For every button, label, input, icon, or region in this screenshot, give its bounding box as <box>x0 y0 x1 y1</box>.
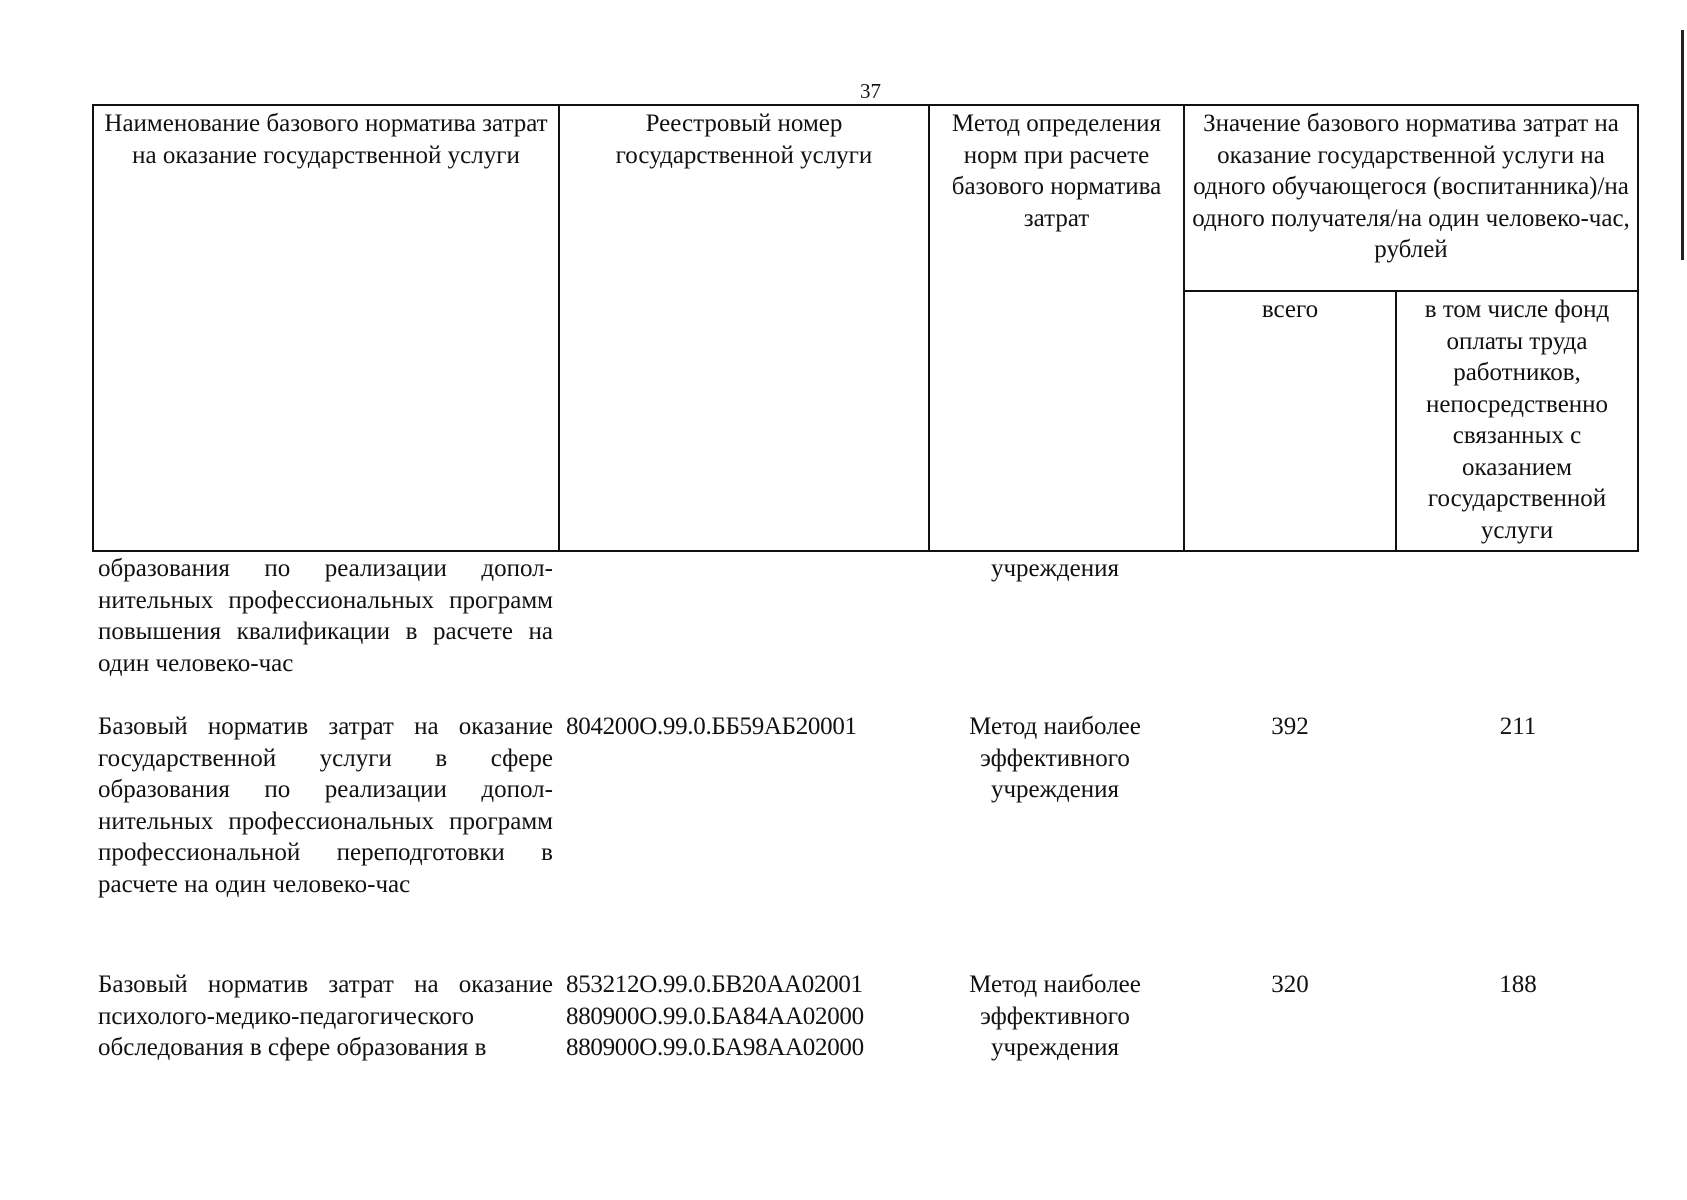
row-2-total: 320 <box>1271 971 1309 998</box>
header-wage-fund: в том числе фонд оплаты труда работников, непосредственно связанных с оказанием государственной услуги <box>1396 291 1638 551</box>
row-1-wage-fund: 211 <box>1499 713 1537 740</box>
row-0-method: учреждения <box>990 555 1119 582</box>
header-name: Наименование базового норматива затрат на оказание государственной услуги <box>93 105 559 551</box>
row-2-name: Базовый норматив затрат на оказание психолого-медико-педагогического обследования в сфере образования в <box>98 971 553 1061</box>
row-2-wage-fund: 188 <box>1499 971 1537 998</box>
header-value: Значение базового норматива затрат на оказание государственной услуги на одного обучающегося (воспитанника)/на одного получателя/на один человеко-час, рублей <box>1184 105 1638 291</box>
row-1-name: Базовый норматив затрат на оказание государственной услуги в сфере образования по реализации дополнительных профессиональных программ профессиональной переподготовки в расчете на один человеко-час <box>98 713 553 898</box>
header-method: Метод определения норм при расчете базового норматива затрат <box>929 105 1184 551</box>
page-number: 37 <box>860 79 881 103</box>
registry-code: 804200О.99.0.ББ59АБ20001 <box>566 713 857 740</box>
table-header <box>92 104 1639 552</box>
registry-code: 880900О.99.0.БА98АА02000 <box>566 1034 864 1061</box>
row-1-method: Метод наиболее эффективного учреждения <box>969 713 1141 803</box>
row-1-registry <box>566 711 926 743</box>
registry-code: 880900О.99.0.БА84АА02000 <box>566 1002 864 1030</box>
header-total: всего <box>1184 291 1396 551</box>
row-1-total: 392 <box>1271 713 1309 740</box>
scan-edge-mark <box>1681 30 1684 260</box>
registry-code: 853212О.99.0.БВ20АА02001 <box>566 971 863 998</box>
header-registry: Реестровый номер государственной услуги <box>559 105 929 551</box>
row-0-name: образования по реализации дополнительных профессиональных программ повышения квалификации в расчете на один человеко-час <box>98 555 553 677</box>
row-2-registry <box>566 969 926 1064</box>
row-2-method: Метод наиболее эффективного учреждения <box>969 971 1141 1061</box>
